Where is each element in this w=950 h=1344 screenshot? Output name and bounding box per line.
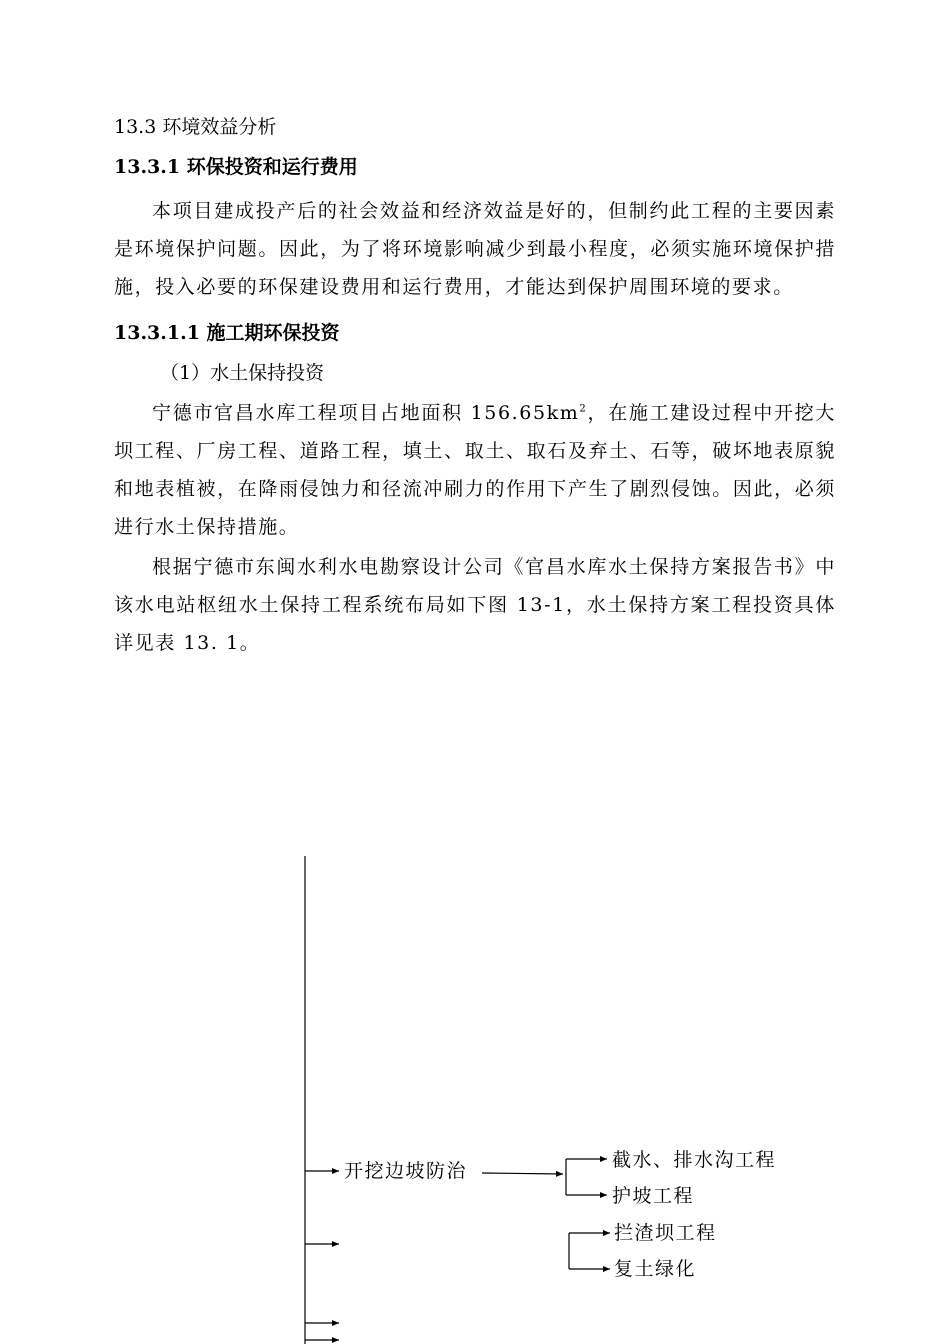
section-heading: 13.3 环境效益分析 xyxy=(114,116,277,138)
subsection-heading: 13.3.1 环保投资和运行费用 xyxy=(114,156,358,178)
retaining-dam-label: 拦渣坝工程 xyxy=(614,1222,717,1244)
slope-protection-label: 开挖边坡防治 xyxy=(344,1160,468,1182)
erosion-text: ，在施工建设过程中开挖大坝工程、厂房工程、道路工程，填土、取土、取石及弃土、石等，破坏地表原貌和地表植被，在降雨侵蚀力和径流冲刷力的作用下产生了剧烈侵蚀。因此，必须进行水土保持措施。 xyxy=(114,402,837,538)
drainage-ditch-label: 截水、排水沟工程 xyxy=(612,1149,777,1171)
subsection-paragraph: 本项目建成投产后的社会效益和经济效益是好的，但制约此工程的主要因素是环境保护问题。因此，为了将环境影响减少到最小程度，必须实施环境保护措施，投入必要的环保建设费用和运行费用，才能达到保护周围环境的要求。 xyxy=(114,200,836,298)
document-body xyxy=(114,108,836,664)
soil-conservation-item-label: （1）水土保持投资 xyxy=(160,362,325,384)
revegetation-label: 复土绿化 xyxy=(614,1258,697,1280)
project-area-text: 宁德市官昌水库工程项目占地面积 156.65km xyxy=(152,402,580,424)
slope-guard-label: 护坡工程 xyxy=(612,1185,695,1207)
project-area-paragraph xyxy=(114,394,836,546)
subsubsection-heading: 13.3.1.1 施工期环保投资 xyxy=(114,322,340,344)
branch1-connector xyxy=(482,1173,563,1174)
area-unit-superscript: 2 xyxy=(579,403,588,415)
layout-reference-paragraph: 根据宁德市东闽水利水电勘察设计公司《官昌水库水土保持方案报告书》中该水电站枢纽水土保持工程系统布局如下图 13-1，水土保持方案工程投资具体详见表 13. 1。 xyxy=(114,556,836,654)
